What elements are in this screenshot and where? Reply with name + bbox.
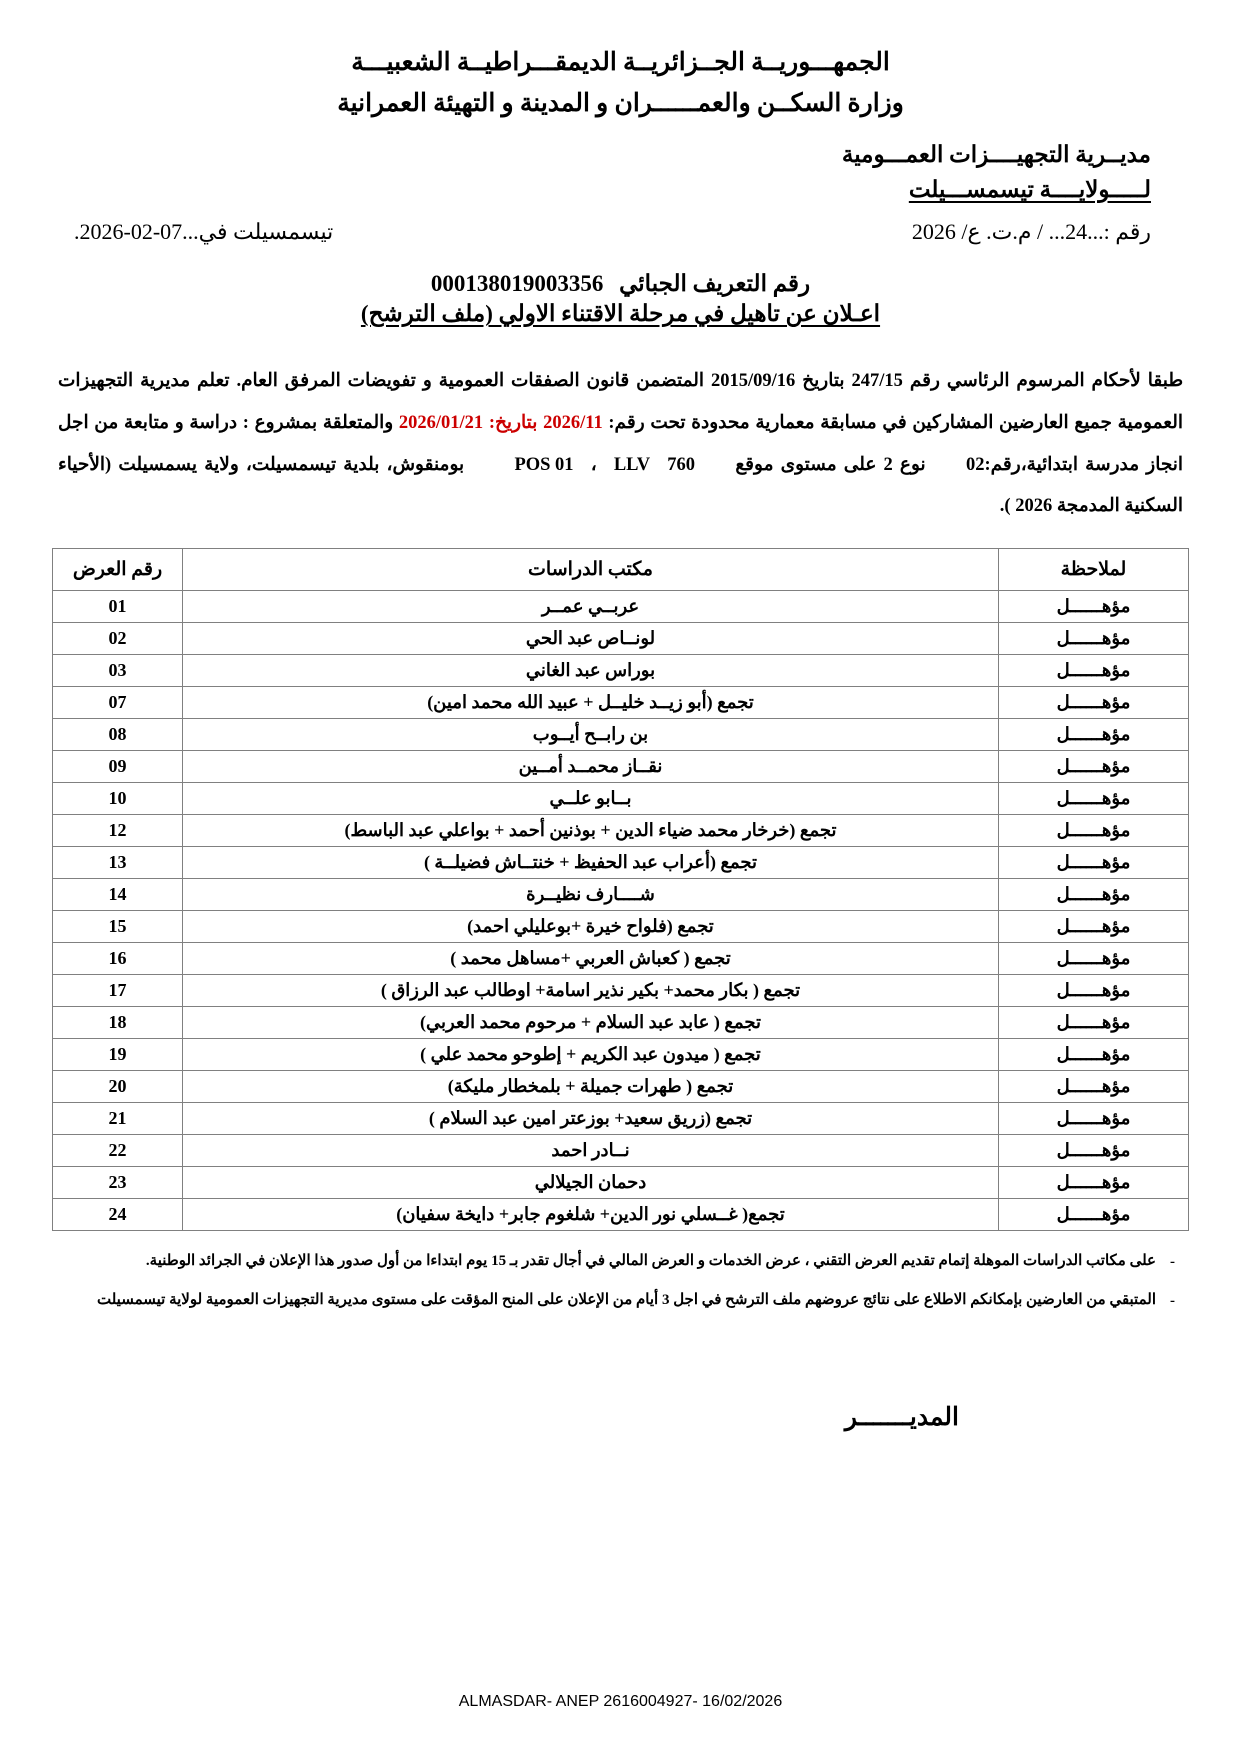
- cell-offer-number: 09: [53, 750, 183, 782]
- site-code-760: 760: [667, 454, 696, 475]
- cell-office: بوراس عبد الغاني: [183, 654, 999, 686]
- column-header-office: مكتب الدراسات: [183, 548, 999, 590]
- directorate-line-2: لـــــولايــــة تيسمســـيلت: [908, 176, 1151, 202]
- cell-office: تجمع (زريق سعيد+ بوزعتر امين عبد السلام ): [183, 1102, 999, 1134]
- cell-offer-number: 19: [53, 1038, 183, 1070]
- cell-offer-number: 01: [53, 590, 183, 622]
- bidders-table: [52, 548, 1189, 1231]
- body-segment-6: نوع 2 على مستوى موقع: [735, 454, 926, 475]
- site-code-llv: LLV: [613, 454, 651, 475]
- cell-office: بــابو علــي: [183, 782, 999, 814]
- signature-title: المديـــــــر: [844, 1403, 959, 1431]
- body-segment-2: بتاريخ: [802, 371, 845, 392]
- table-row: [53, 1038, 1189, 1070]
- cell-office: دحمان الجيلالي: [183, 1166, 999, 1198]
- cell-note: مؤهــــــل: [999, 1102, 1189, 1134]
- cell-note: مؤهــــــل: [999, 942, 1189, 974]
- note-text: على مكاتب الدراسات الموهلة إتمام تقديم العرض التقني ، عرض الخدمات و العرض المالي في أجال تقدر بـ 15 يوم ابتداءا من أول صدور هذا الإعلان في الجرائد الوطنية.: [145, 1252, 1156, 1269]
- cell-office: تجمع ( بكار محمد+ بكير نذير اسامة+ اوطالب عبد الرزاق ): [183, 974, 999, 1006]
- tender-number: 2026/11: [543, 412, 603, 433]
- table-row: [53, 974, 1189, 1006]
- cell-note: مؤهــــــل: [999, 878, 1189, 910]
- cell-office: تجمع (أعراب عبد الحفيظ + خنتــاش فضيلــة ): [183, 846, 999, 878]
- body-segment-3: المتضمن قانون الصفقات العمومية و تفويضات المرفق العام. تعلم مديرية التجهيزات العمومية جميع العارضين المشاركين في مسابقة معمارية محدودة تحت رقم:: [58, 371, 1183, 433]
- table-row: [53, 1070, 1189, 1102]
- cell-offer-number: 20: [53, 1070, 183, 1102]
- place-and-date: تيسمسيلت في...07-02-2026.: [74, 219, 334, 245]
- cell-offer-number: 08: [53, 718, 183, 750]
- republic-heading: الجمهـــوريــة الجــزائريــة الديمقـــراطيــة الشعبيـــة: [351, 49, 890, 76]
- cell-office: نقــاز محمــد أمــين: [183, 750, 999, 782]
- table-row: [53, 1134, 1189, 1166]
- cell-offer-number: 16: [53, 942, 183, 974]
- tax-id-label: رقم التعريف الجبائي: [619, 271, 811, 297]
- body-segment-5: والمتعلقة بمشروع : دراسة و متابعة من اجل انجاز مدرسة ابتدائية،رقم:02: [58, 412, 1184, 475]
- note-dash-icon: -: [1170, 1293, 1175, 1310]
- cell-note: مؤهــــــل: [999, 974, 1189, 1006]
- body-segment-4: بتاريخ:: [488, 412, 538, 433]
- cell-offer-number: 14: [53, 878, 183, 910]
- footer-credit: ALMASDAR- ANEP 2616004927- 16/02/2026: [458, 1693, 783, 1710]
- table-row: [53, 686, 1189, 718]
- table-header: [53, 548, 1189, 590]
- note-text: المتبقي من العارضين بإمكانكم الاطلاع على نتائج عروضهم ملف الترشح في اجل 3 أيام من الإعلان على المنح المؤقت على مستوى مديرية التجهيزات العمومية لولاية تيسمسيلت: [96, 1292, 1156, 1309]
- reference-number: رقم :...24... / م.ت. ع/ 2026: [911, 219, 1151, 245]
- cell-note: مؤهــــــل: [999, 590, 1189, 622]
- directorate-block: [52, 138, 1189, 207]
- page-title-text: اعـلان عن تاهيل في مرحلة الاقتناء الاولي (ملف الترشح): [360, 301, 881, 327]
- cell-offer-number: 18: [53, 1006, 183, 1038]
- cell-note: مؤهــــــل: [999, 1134, 1189, 1166]
- note-dash-icon: -: [1170, 1253, 1175, 1270]
- table-row: [53, 590, 1189, 622]
- table-row: [53, 1198, 1189, 1230]
- note-item: [52, 1247, 1189, 1277]
- table-header-row: [53, 548, 1189, 590]
- reference-row: [52, 219, 1189, 245]
- cell-offer-number: 10: [53, 782, 183, 814]
- cell-office: تجمع (خرخار محمد ضياء الدين + بوذنين أحمد + بواعلي عبد الباسط): [183, 814, 999, 846]
- tender-date: 2026/01/21: [398, 412, 484, 433]
- cell-note: مؤهــــــل: [999, 782, 1189, 814]
- tax-id-number: 000138019003356: [430, 271, 604, 297]
- table-body: [53, 590, 1189, 1230]
- cell-note: مؤهــــــل: [999, 750, 1189, 782]
- cell-offer-number: 13: [53, 846, 183, 878]
- table-row: [53, 878, 1189, 910]
- cell-offer-number: 12: [53, 814, 183, 846]
- cell-office: تجمع ( طهرات جميلة + بلمخطار مليكة): [183, 1070, 999, 1102]
- table-row: [53, 1006, 1189, 1038]
- table-row: [53, 814, 1189, 846]
- notes-section: [52, 1247, 1189, 1316]
- body-segment-1: طبقا لأحكام المرسوم الرئاسي رقم: [909, 371, 1184, 392]
- cell-office: لونــاص عبد الحي: [183, 622, 999, 654]
- decree-date: 2015/09/16: [710, 371, 796, 392]
- directorate-line-1: مديــرية التجهيــــزات العمـــومية: [841, 142, 1151, 168]
- cell-offer-number: 17: [53, 974, 183, 1006]
- ministry-heading: وزارة السكــن والعمــــــران و المدينة و التهيئة العمرانية: [337, 89, 904, 117]
- cell-offer-number: 15: [53, 910, 183, 942]
- cell-offer-number: 23: [53, 1166, 183, 1198]
- cell-note: مؤهــــــل: [999, 686, 1189, 718]
- cell-note: مؤهــــــل: [999, 910, 1189, 942]
- cell-offer-number: 07: [53, 686, 183, 718]
- table-row: [53, 654, 1189, 686]
- cell-office: تجمع ( ميدون عبد الكريم + إطوحو محمد علي ): [183, 1038, 999, 1070]
- table-row: [53, 1166, 1189, 1198]
- cell-note: مؤهــــــل: [999, 1198, 1189, 1230]
- cell-office: بن رابــح أيــوب: [183, 718, 999, 750]
- table-row: [53, 718, 1189, 750]
- cell-office: تجمع (أبو زيــد خليــل + عبيد الله محمد امين): [183, 686, 999, 718]
- table-row: [53, 910, 1189, 942]
- site-code-pos: POS 01: [514, 454, 574, 475]
- announcement-body: [52, 361, 1189, 528]
- cell-offer-number: 21: [53, 1102, 183, 1134]
- page-title: [52, 301, 1189, 327]
- cell-office: تجمع ( كعباش العربي +مساهل محمد ): [183, 942, 999, 974]
- cell-office: تجمع ( عابد عبد السلام + مرحوم محمد العربي): [183, 1006, 999, 1038]
- cell-office: تجمع (فلواح خيرة +بوعليلي احمد): [183, 910, 999, 942]
- cell-office: شــــارف نظيــرة: [183, 878, 999, 910]
- cell-offer-number: 03: [53, 654, 183, 686]
- cell-note: مؤهــــــل: [999, 654, 1189, 686]
- note-item: [52, 1286, 1189, 1316]
- column-header-number: رقم العرض: [53, 548, 183, 590]
- body-segment-7: بومنقوش، بلدية تيسمسيلت، ولاية يسمسيلت (الأحياء السكنية المدمجة 2026 ).: [58, 454, 1183, 517]
- cell-office: نــادر احمد: [183, 1134, 999, 1166]
- cell-note: مؤهــــــل: [999, 1070, 1189, 1102]
- table-row: [53, 1102, 1189, 1134]
- cell-note: مؤهــــــل: [999, 1166, 1189, 1198]
- tax-identification-line: [52, 271, 1189, 297]
- cell-note: مؤهــــــل: [999, 1038, 1189, 1070]
- table-row: [53, 846, 1189, 878]
- table-row: [53, 622, 1189, 654]
- cell-note: مؤهــــــل: [999, 622, 1189, 654]
- cell-office: تجمع( غــسلي نور الدين+ شلغوم جابر+ دايخة سفيان): [183, 1198, 999, 1230]
- cell-note: مؤهــــــل: [999, 718, 1189, 750]
- site-separator: ،: [590, 454, 597, 475]
- column-header-note: لملاحظة: [999, 548, 1189, 590]
- cell-offer-number: 02: [53, 622, 183, 654]
- decree-number: 247/15: [851, 371, 903, 392]
- cell-offer-number: 22: [53, 1134, 183, 1166]
- cell-office: عربــي عمــر: [183, 590, 999, 622]
- table-row: [53, 942, 1189, 974]
- cell-offer-number: 24: [53, 1198, 183, 1230]
- table-row: [53, 782, 1189, 814]
- cell-note: مؤهــــــل: [999, 1006, 1189, 1038]
- cell-note: مؤهــــــل: [999, 814, 1189, 846]
- cell-note: مؤهــــــل: [999, 846, 1189, 878]
- table-row: [53, 750, 1189, 782]
